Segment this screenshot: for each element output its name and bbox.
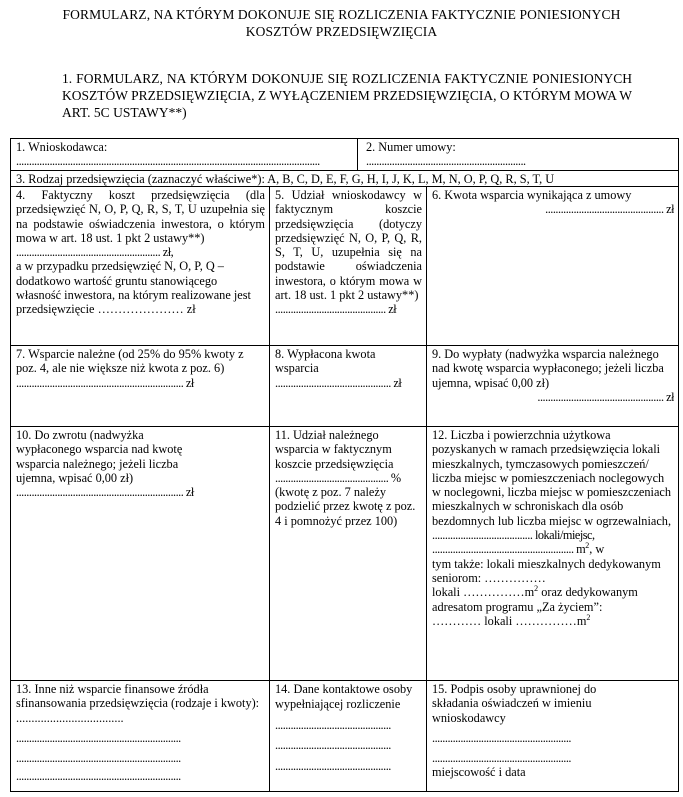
field-to-pay[interactable]: 9. Do wypłaty (nadwyżka wsparcia należnego nad kwotę wsparcia wypłaconego; jeżeli liczba ujemna, wpisać 0,00 zł) ................................................. zł (426, 345, 679, 427)
settlement-table (10, 138, 679, 792)
field-signature[interactable]: 15. Podpis osoby uprawnionej do składania oświadczeń w imieniu wnioskodawcy ...................................................... ...................................................... miejscowość i data (426, 680, 679, 792)
field-actual-cost[interactable]: 4. Faktyczny koszt przedsięwzięcia (dla przedsięwzięć N, O, P, Q, R, S, T, U uzupełnia się na podstawie oświadczenia inwestora, o którym mowa w art. 18 ust. 1 pkt 2 ustawy**) ........................................................ zł, a w przypadku przedsięwzięć N, O, P, Q – dodatkowo wartość gruntu stanowiącego własność inwestora, na którym realizowane jest przedsięwzięcie ………………… zł (10, 186, 270, 346)
field-units-area[interactable]: 12. Liczba i powierzchnia użytkowa pozyskanych w ramach przedsięwzięcia lokali mieszkalnych, tymczasowych pomieszczeń/ liczba miejsc w pomieszczeniach noclegowych w noclegowni, liczba miejsc w pomieszczeniach mieszkalnych w schroniskach dla osób bezdomnych lub liczba miejsc w ogrzewalniach, ....................................... lokali/miejsc, ....................................................... $m^2$, w tym także: lokali mieszkalnych dedykowanym seniorom: …………… lokali $\dots\dots\dots\dots\dots m^2$ oraz dedykowanym adresatom programu „Za życiem”: ………… lokali $\dots\dots\dots\dots\dots m^2$ (426, 426, 679, 681)
form-title: FORMULARZ, NA KTÓRYM DOKONUJE SIĘ ROZLICZENIA FAKTYCZNIE PONIESIONYCH KOSZTÓW PRZEDSIĘWZIĘCIA (62, 7, 621, 39)
field-support-due[interactable]: 7. Wsparcie należne (od 25% do 95% kwoty z poz. 4, ale nie większe niż kwota z poz. 6) ................................................................. zł (10, 345, 270, 427)
field-to-return[interactable]: 10. Do zwrotu (nadwyżka wypłaconego wsparcia nad kwotę wsparcia należnego; jeżeli liczba ujemna, wpisać 0,00 zł) ................................................................. zł (10, 426, 270, 681)
field-other-sources[interactable]: 13. Inne niż wsparcie finansowe źródła sfinansowania przedsięwzięcia (rodzaje i kwoty): ................................... ................................................................ ................................................................ ................................................................ (10, 680, 270, 792)
field-contact-data[interactable]: 14. Dane kontaktowe osoby wypełniającej rozliczenie ............................................. ............................................. ............................................. (269, 680, 427, 792)
section-title: 1. FORMULARZ, NA KTÓRYM DOKONUJE SIĘ ROZLICZENIA FAKTYCZNIE PONIESIONYCH KOSZTÓW PRZEDSIĘWZIĘCIA, Z WYŁĄCZENIEM PRZEDSIĘWZIĘCIA, O KTÓRYM MOWA W ART. 5C USTAWY**) (62, 71, 632, 120)
field-contract-support[interactable]: 6. Kwota wsparcia wynikająca z umowy .............................................. zł (426, 186, 679, 346)
place-date-label: miejscowość i data (432, 765, 526, 780)
field-paid-amount[interactable]: 8. Wypłacona kwota wsparcia ............................................. zł (269, 345, 427, 427)
field-project-type[interactable]: 3. Rodzaj przedsięwzięcia (zaznaczyć właściwe*): A, B, C, D, E, F, G, H, I, J, K, L, M, N, O, P, Q, R, S, T, U (10, 170, 679, 187)
field-applicant[interactable]: 1. Wnioskodawca: ...................................................................................................................... (10, 138, 358, 171)
field-contract-number[interactable]: 2. Numer umowy: .............................................................. (357, 138, 679, 171)
field-applicant-share[interactable]: 5. Udział wnioskodawcy w faktycznym koszcie przedsięwzięcia (dotyczy przedsięwzięć N, O, P, Q, R, S, T, U, uzupełnia się na podstawie oświadczenia inwestora, o którym mowa w art. 18 ust. 1 pkt 2 ustawy**) ........................................... zł (269, 186, 427, 346)
field-support-share[interactable]: 11. Udział należnego wsparcia w faktycznym koszcie przedsięwzięcia ............................................ % (kwotę z poz. 7 należy podzielić przez kwotę z poz. 4 i pomnożyć przez 100) (269, 426, 427, 681)
